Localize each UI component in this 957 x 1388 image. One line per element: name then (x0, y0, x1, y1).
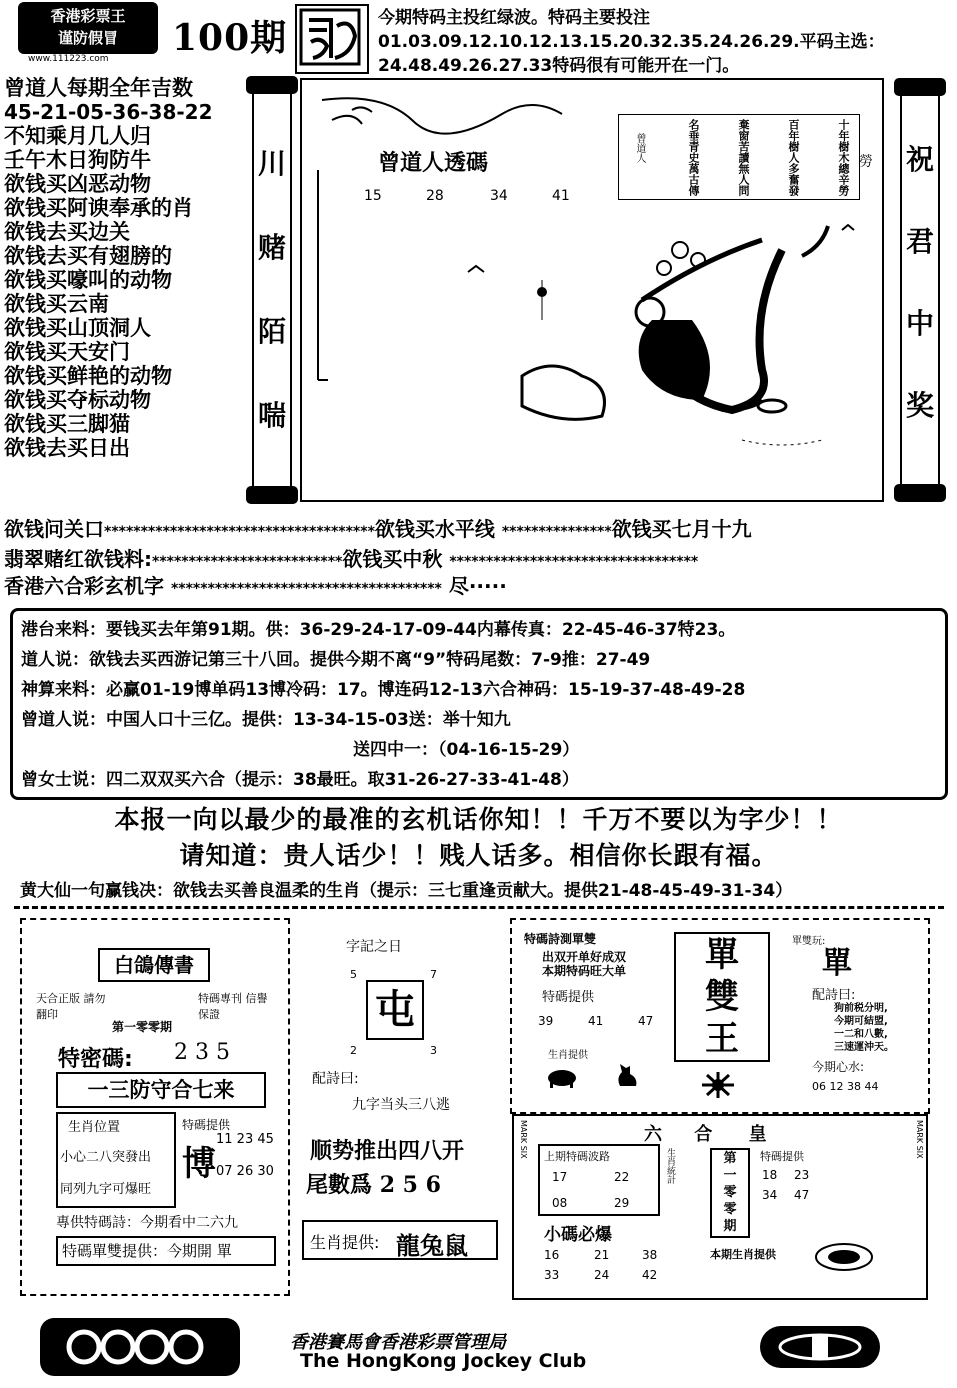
left-clue-list (4, 76, 244, 460)
left-list-numbers: 45-21-05-36-38-22 (4, 100, 213, 124)
poem-col: 名垂青史萬古傳 (687, 119, 700, 196)
king-char: 王 (705, 1019, 739, 1059)
panel-a-tag-right: 特碼專刊 信譽保證 (198, 992, 268, 1021)
list-item: 欲钱买山顶洞人 (4, 316, 151, 340)
panel-c-poem (834, 1002, 894, 1054)
poem-col: 百年樹人多奮發 (787, 119, 800, 196)
clue-text: 欲钱买七月十九 (611, 517, 752, 541)
huang-daxian-clue: 黄大仙一句赢钱决：欲钱去买善良温柔的生肖（提示：三七重逢贡献大。提供21-48-45-49-31-34） (20, 881, 793, 901)
panel-c-poem-label: 配詩曰: (812, 988, 856, 1003)
poem-col: 棄窗苦讀無人問 (737, 119, 750, 196)
site-url: www.111223.com (28, 54, 109, 64)
info-row: 曾道人说：中国人口十三亿。提供：13-34-15-03送：举十知九 (21, 710, 511, 730)
picture-number: 15 (364, 188, 382, 204)
panel-b-title: 字記之日 (346, 939, 402, 955)
scroll-char: 中 (905, 307, 934, 340)
list-item: 欲钱买嚎叫的动物 (4, 268, 172, 292)
special-poem-label: 專供特碼詩： (56, 1215, 140, 1231)
seal-logo-icon (295, 4, 369, 74)
must-numbers (812, 1080, 879, 1093)
panel-c-zodiac-label: 生肖提供 (548, 1050, 588, 1061)
tail-number-line (306, 1168, 441, 1199)
bo-label: 特碼提供 (182, 1118, 231, 1132)
dot-filler: ····· (468, 574, 507, 598)
scroll-rod-top (894, 78, 946, 96)
must-label: 今期心水: (812, 1060, 865, 1074)
clue-line-1 (4, 513, 752, 542)
poem-line: 一二和八數, (834, 1029, 888, 1040)
list-item: 欲钱买阿谀奉承的肖 (4, 196, 193, 220)
clue-text: 尽 (448, 574, 469, 598)
zodiac-position-label: 生肖位置 (68, 1120, 121, 1135)
small-number: 21 (594, 1248, 610, 1262)
special-number: 34 (762, 1188, 778, 1202)
daoist-illustration-icon (302, 80, 878, 496)
insider-info-box (10, 608, 948, 800)
small-number: 33 (544, 1268, 560, 1282)
info-row: 送四中一：（04-16-15-29） (353, 740, 580, 760)
poem-signature: 曾道人 (634, 133, 645, 163)
scroll-char: 喘 (257, 399, 286, 432)
special-poem-text: 今期看中二六九 (140, 1215, 238, 1231)
info-row: 神算来料：必赢01-19博单码13博冷码：17。博连码12-13六合神码：15-19-37-48-49-28 (21, 680, 746, 700)
mark-six-strip: MARK SIX (915, 1120, 924, 1159)
bo-char: 博 (182, 1144, 216, 1184)
poem-col: 十年樹木總辛勞 (837, 119, 850, 196)
small-number: 16 (544, 1248, 560, 1262)
left-scroll (252, 90, 292, 490)
king-char: 雙 (705, 977, 739, 1017)
small-code-label: 小碼必爆 (544, 1225, 612, 1245)
scroll-char: 君 (905, 225, 934, 258)
panel-d-title-char: 合 (694, 1124, 713, 1145)
slogan-line-2: 请知道：贵人话少！！贱人话多。相信你长跟有福。 (179, 841, 778, 870)
special-code-numbers: 2 3 5 (174, 1040, 230, 1065)
bo-numbers: 07 26 30 (216, 1164, 274, 1179)
zodiac-band: 本期生肖提供 (710, 1248, 776, 1261)
brand-badge (18, 2, 158, 54)
poem-line: 今期可結盟, (834, 1016, 888, 1027)
special-poem (56, 1212, 238, 1232)
corner-number: 2 (350, 1044, 357, 1057)
panel-a-phrase: 一三防守合七来 (56, 1072, 266, 1108)
tail-value: 2 5 6 (379, 1172, 441, 1198)
panel-single-double-king (510, 918, 930, 1114)
list-item: 欲钱去买日出 (4, 436, 130, 460)
star-filler: ************************** (152, 554, 343, 570)
picture-number: 28 (426, 188, 444, 204)
picture-title: 曾道人透碼 (378, 150, 489, 176)
panel-character-clue (296, 918, 506, 1296)
scroll-char: 陌 (257, 315, 286, 348)
brand-badge-line2: 谨防假冒 (57, 29, 118, 47)
must-number: 06 (812, 1080, 826, 1093)
star-filler: ********************************** (449, 554, 699, 570)
clue-line-3 (4, 570, 507, 599)
panel-d-title-char: 六 (644, 1124, 662, 1145)
scroll-rod-top (246, 76, 298, 94)
scroll-char: 祝 (905, 143, 934, 176)
wave-number: 29 (614, 1196, 630, 1210)
small-number: 24 (594, 1268, 610, 1282)
zodiac-offer-label: 生肖提供: (310, 1233, 380, 1252)
poem-line: 三速運沖天。 (834, 1042, 894, 1053)
panel-white-dove (20, 918, 290, 1296)
seal-emblem-icon (814, 1242, 874, 1276)
small-number: 38 (642, 1248, 658, 1262)
top-note: 今期特码主投红绿波。特码主要投注01.03.09.12.10.12.13.15.20.32.35.24.26.29.平码主选：24.48.49.26.27.33特码很有可能开在一门。 (378, 8, 885, 76)
right-scroll (900, 92, 940, 488)
list-item: 欲钱买云南 (4, 292, 109, 316)
zodiac-offer-value: 龍兔鼠 (396, 1231, 468, 1260)
zodiac-position-line: 同列九字可爆旺 (60, 1182, 152, 1197)
jockey-club-logo-icon (760, 1326, 880, 1368)
clue-text: 香港六合彩玄机字 (4, 574, 164, 598)
panel-c-special-label: 特碼提供 (542, 990, 595, 1005)
clue-line-2 (4, 543, 698, 572)
list-item: 欲钱买夺标动物 (4, 388, 151, 412)
list-item: 欲钱买天安门 (4, 340, 130, 364)
clue-text: 欲钱买水平线 (374, 517, 495, 541)
panel-d-title-char: 皇 (748, 1124, 767, 1145)
info-row: 港台来料：要钱买去年第91期。供：36-29-24-17-09-44内幕传真：22-45-46-37特23。 (21, 620, 736, 640)
special-number: 41 (588, 1014, 604, 1028)
poem-corner-char: 勞 (859, 154, 873, 170)
wave-box (538, 1144, 660, 1216)
wave-label: 上期特碼波路 (544, 1150, 610, 1163)
slogan-line-1: 本报一向以最少的最准的玄机话你知！！千万不要以为字少！！ (114, 805, 843, 834)
info-row: 道人说：欲钱去买西游记第三十八回。提供今期不离“9”特码尾数：7-9推：27-49 (21, 650, 651, 670)
special-number: 23 (794, 1168, 810, 1182)
issue-char: 零 (723, 1202, 737, 1217)
single-double-value: 今期開 單 (167, 1242, 232, 1260)
footer-chinese-name: 香港賽馬會香港彩票管理局 (290, 1332, 506, 1353)
mark-six-logo-icon (40, 1318, 240, 1376)
must-number: 12 (829, 1080, 844, 1093)
single-double-choice: 單 (822, 946, 852, 981)
clue-text: 翡翠赌红欲钱料: (4, 547, 152, 571)
picture-number: 34 (490, 188, 508, 204)
star-filler: ************************************* (104, 524, 375, 540)
special-code-label: 特密碼: (58, 1047, 133, 1072)
panel-d-title (644, 1120, 767, 1146)
clue-text: 欲钱买中秋 (342, 547, 443, 571)
scroll-char: 奖 (905, 389, 934, 422)
special-number: 47 (638, 1014, 654, 1028)
single-double-box (56, 1236, 276, 1266)
footer-english-name: The HongKong Jockey Club (300, 1350, 587, 1372)
star-filler: ************************************* (170, 581, 442, 597)
small-number: 42 (642, 1268, 658, 1282)
panel-liuhe-king (512, 1114, 928, 1300)
poem-line: 狗前税分明, (834, 1003, 888, 1014)
panel-c-title: 特碼詩測單雙 (524, 932, 597, 946)
special-number: 47 (794, 1188, 810, 1202)
left-list-title: 曾道人每期全年吉数 (4, 76, 193, 100)
scroll-char: 赌 (257, 231, 286, 264)
king-char: 單 (705, 935, 739, 975)
star-filler: *************** (501, 524, 612, 540)
wave-number: 17 (552, 1170, 568, 1184)
must-number: 44 (864, 1080, 879, 1093)
zodiac-offer-box (302, 1220, 498, 1260)
list-item: 欲钱去买边关 (4, 220, 130, 244)
panel-c-line: 本期特码旺大单 (542, 964, 627, 978)
panel-c-line: 出双开单好成双 (542, 950, 627, 964)
daoist-picture-frame (300, 78, 884, 502)
panel-a-title: 白鴿傳書 (98, 948, 210, 982)
info-row: 曾女士说：四二双双买六合（提示：38最旺。取31-26-27-33-41-48） (21, 770, 579, 790)
issue-char: 第 (723, 1151, 737, 1166)
scroll-rod-bottom (894, 484, 946, 502)
zodiac-position-line: 小心二八突發出 (60, 1150, 152, 1165)
panel-d-special-label: 特碼提供 (760, 1150, 804, 1163)
panel-b-poem-label: 配詩曰: (312, 1071, 359, 1087)
corner-number: 3 (430, 1044, 437, 1057)
single-double-label: 特碼單雙提供： (62, 1242, 168, 1260)
issue-char: 期 (723, 1219, 737, 1234)
bo-numbers: 11 23 45 (216, 1132, 274, 1147)
clue-text: 欲钱问关口 (4, 517, 104, 541)
special-number: 18 (762, 1168, 778, 1182)
rooster-icon (612, 1060, 642, 1094)
brand-badge-line1: 香港彩票王 (50, 7, 126, 25)
dashed-divider (14, 906, 944, 909)
tail-label: 尾數爲 (306, 1172, 373, 1198)
issue-char: 一 (723, 1168, 737, 1183)
list-item: 不知乘月几人归 (4, 124, 151, 148)
push-out-line: 顺势推出四八开 (310, 1139, 465, 1164)
special-number: 39 (538, 1014, 554, 1028)
zodiac-stat: 生肖統計 (665, 1148, 675, 1184)
wave-number: 08 (552, 1196, 568, 1210)
corner-number: 5 (350, 968, 357, 981)
zodiac-position-box (56, 1112, 176, 1208)
list-item: 欲钱买鲜艳的动物 (4, 364, 172, 388)
panel-a-tag-left: 天合正版 請勿翻印 (36, 992, 106, 1021)
panel-a-issue: 第一零零期 (112, 1020, 173, 1034)
scroll-char: 川 (257, 147, 286, 180)
must-number: 38 (847, 1080, 861, 1093)
list-item: 欲钱去买有翅膀的 (4, 244, 172, 268)
list-item: 欲钱买三脚猫 (4, 412, 130, 436)
panel-b-poem: 九字当头三八逃 (352, 1097, 450, 1113)
single-double-king-box (674, 932, 770, 1062)
corner-number: 7 (430, 968, 437, 981)
issue-number: 100期 (172, 17, 288, 59)
flower-emblem-icon (688, 1070, 748, 1104)
single-double-hint: 單雙玩: (792, 936, 826, 947)
issue-char: 零 (723, 1185, 737, 1200)
mark-six-strip: MARK SIX (519, 1120, 528, 1159)
scroll-rod-bottom (246, 486, 298, 504)
list-item: 欲钱买凶恶动物 (4, 172, 151, 196)
picture-number: 41 (552, 188, 570, 204)
wave-number: 22 (614, 1170, 630, 1184)
list-item: 壬午木日狗防牛 (4, 148, 151, 172)
clue-character: 屯 (366, 980, 424, 1040)
pig-icon (542, 1066, 582, 1094)
issue-vertical-box (710, 1148, 750, 1238)
